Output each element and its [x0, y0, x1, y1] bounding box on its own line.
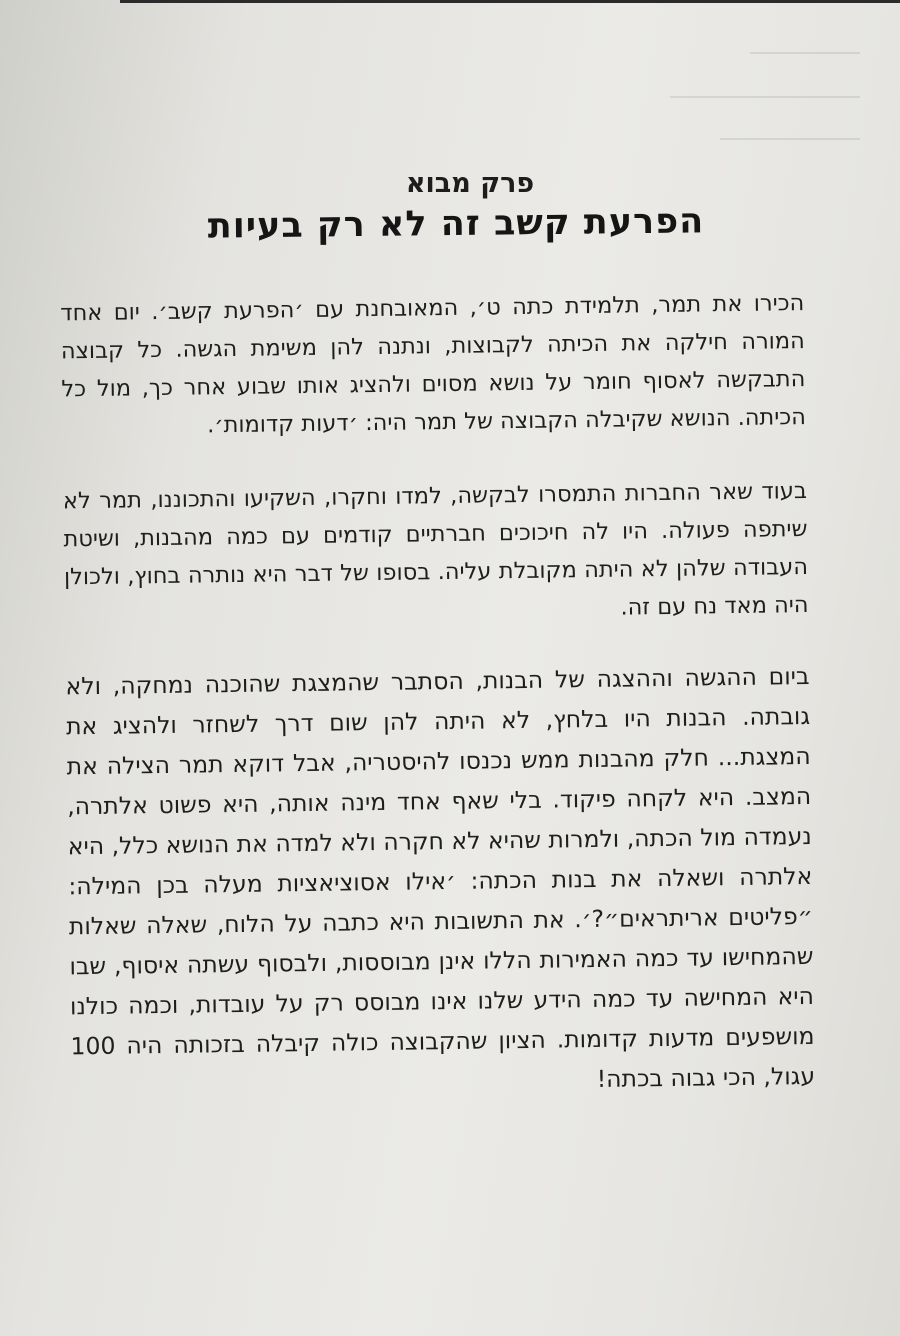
- paragraph: ביום ההגשה וההצגה של הבנות, הסתבר שהמצגת שהוכנה נמחקה, ולא גובתה. הבנות היו בלחץ, לא היתה להן שום דרך לשחזר ולהציג את המצגת... חלק מהבנות ממש נכנסו להיסטריה, אבל דוקא תמר הצילה את המצב. היא לקחה פיקוד. בלי שאף אחד מינה אותה, היא פשוט אלתרה, נעמדה מול הכתה, ולמרות שהיא לא חקרה ולא למדה את הנושא כלל, היא אלתרה ושאלה את בנות הכתה: ׳אילו אסוציאציות מעלה בכן המילה: ״פליטים אריתראים״?׳. את התשובות היא כתבה על הלוח, שאלה שאלות שהמחישו עד כמה האמירות הללו אינן מבוססות, ולבסוף עשתה איסוף, שבו היא המחישה עד כמה הידע שלנו אינו מבוסס רק על עובדות, וכמה כולנו מושפעים מדעות קדומות. הציון שהקבוצה כולה קיבלה בזכותה היה 100 עגול, הכי גבוה בכתה!: [65, 661, 816, 1093]
- bleed-through-line: [720, 138, 860, 140]
- paragraph: הכירו את תמר, תלמידת כתה ט׳, המאובחנת עם ׳הפרעת קשב׳. יום אחד המורה חילקה את הכיתה לקבוצות, ונתנה להן משימת הגשה. כל קבוצה התבקשה לאסוף חומר על נושא מסוים ולהציג אותו שבוע אחר כך, מול כל הכיתה. הנושא שקיבלה הקבוצה של תמר היה: ׳דעות קדומות׳.: [60, 289, 807, 439]
- paragraph: בעוד שאר החברות התמסרו לבקשה, למדו וחקרו, השקיעו והתכוננו, תמר לא שיתפה פעולה. היו לה חיכוכים חברתיים קודמים עם כמה מהבנות, ושיטת העבודה שלהן לא היתה מקובלת עליה. בסופו של דבר היא נותרה בחוץ, ולכולן היה מאד נח עם זה.: [62, 477, 809, 621]
- chapter-title: הפרעת קשב זה לא רק בעיות: [207, 201, 705, 247]
- header-rule: [120, 0, 900, 3]
- body-text: [60, 284, 816, 1142]
- chapter-label: פרק מבוא: [405, 168, 535, 199]
- bleed-through-line: [750, 52, 860, 54]
- bleed-through-line: [670, 96, 860, 98]
